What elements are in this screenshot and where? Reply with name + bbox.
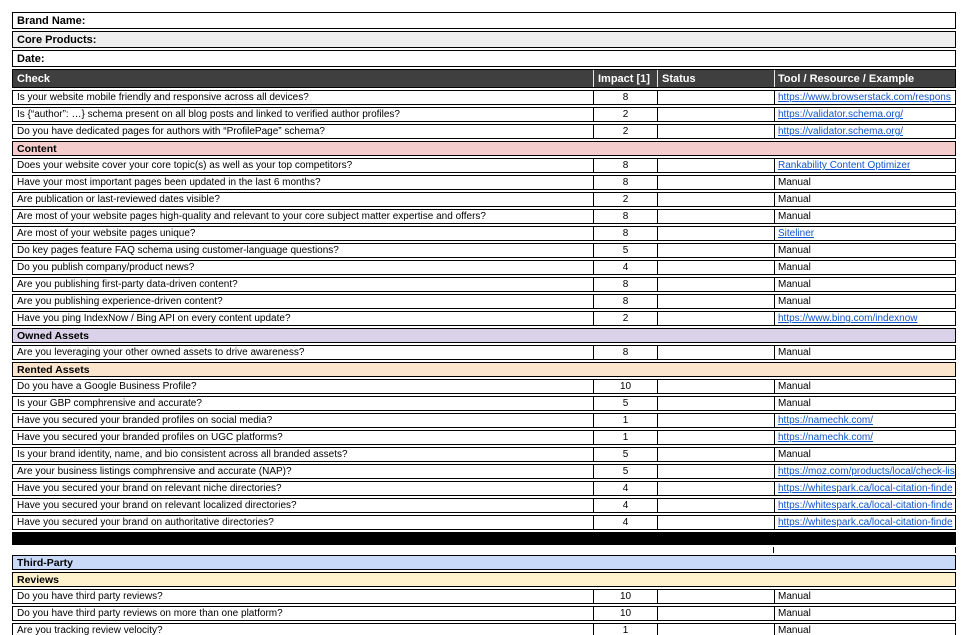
tool-text: Manual (778, 347, 811, 358)
section-header-label: Third-Party (17, 556, 74, 569)
check-column-header: Check (17, 72, 51, 85)
status-cell (657, 159, 774, 172)
check-item-row (12, 396, 956, 411)
tool-text: Manual (778, 381, 811, 392)
tool-cell (774, 607, 955, 620)
status-cell (657, 244, 774, 257)
tool-column-header: Tool / Resource / Example (774, 70, 955, 87)
tool-cell (774, 590, 955, 603)
check-question-cell: Do you publish company/product news? (17, 262, 195, 273)
status-cell (657, 431, 774, 444)
tool-cell (774, 346, 955, 359)
core-products-row (12, 31, 956, 48)
tool-link[interactable]: https://namechk.com/ (778, 415, 874, 426)
check-item-row (12, 345, 956, 360)
check-item-row (12, 606, 956, 621)
tool-text: Manual (778, 194, 811, 205)
check-item-row (12, 90, 956, 105)
tool-cell (774, 624, 955, 635)
check-question-cell: Are you leveraging your other owned assets to drive awareness? (17, 347, 305, 358)
impact-score-cell: 8 (593, 295, 657, 308)
check-question-cell: Does your website cover your core topic(s) as well as your top competitors? (17, 160, 353, 171)
status-cell (657, 346, 774, 359)
tool-link[interactable]: https://validator.schema.org/ (778, 126, 904, 137)
tool-text: Manual (778, 296, 811, 307)
status-cell (657, 516, 774, 529)
check-item-row (12, 430, 956, 445)
status-cell (657, 176, 774, 189)
check-item-row (12, 294, 956, 309)
status-cell (657, 465, 774, 478)
check-question-cell: Are publication or last-reviewed dates visible? (17, 194, 220, 205)
impact-score-cell: 8 (593, 278, 657, 291)
tool-link[interactable]: https://www.browserstack.com/respons (778, 92, 951, 103)
check-item-row (12, 175, 956, 190)
check-item-row (12, 413, 956, 428)
tool-text: Manual (778, 625, 811, 635)
tool-cell (774, 414, 955, 427)
section-header-row (12, 362, 956, 377)
status-cell (657, 295, 774, 308)
check-item-row (12, 158, 956, 173)
impact-score-cell: 8 (593, 159, 657, 172)
tool-link[interactable]: https://whitespark.ca/local-citation-finde (778, 483, 953, 494)
tool-link[interactable]: Siteliner (778, 228, 815, 239)
tool-cell (774, 210, 955, 223)
impact-score-cell: 1 (593, 431, 657, 444)
tool-cell (774, 108, 955, 121)
impact-score-cell: 8 (593, 91, 657, 104)
check-question-cell: Have you ping IndexNow / Bing API on every content update? (17, 313, 291, 324)
tool-cell (774, 278, 955, 291)
impact-score-cell: 4 (593, 482, 657, 495)
check-item-row (12, 277, 956, 292)
status-cell (657, 448, 774, 461)
check-item-row (12, 260, 956, 275)
tool-cell (774, 261, 955, 274)
impact-score-cell: 8 (593, 346, 657, 359)
impact-score-cell: 8 (593, 210, 657, 223)
tool-cell (774, 465, 955, 478)
impact-score-cell: 4 (593, 499, 657, 512)
impact-score-cell: 5 (593, 244, 657, 257)
tool-link[interactable]: https://www.bing.com/indexnow (778, 313, 918, 324)
check-question-cell: Is your website mobile friendly and responsive across all devices? (17, 92, 309, 103)
status-cell (657, 414, 774, 427)
tool-text: Manual (778, 262, 811, 273)
check-item-row (12, 379, 956, 394)
tool-cell (774, 516, 955, 529)
impact-score-cell: 5 (593, 397, 657, 410)
status-cell (657, 125, 774, 138)
spacer-tool-cell (773, 547, 955, 553)
check-question-cell: Have your most important pages been updated in the last 6 months? (17, 177, 321, 188)
column-header-row (12, 69, 956, 88)
date-row (12, 50, 956, 67)
status-cell (657, 312, 774, 325)
check-item-row (12, 589, 956, 604)
brand-name-label: Brand Name: (17, 14, 86, 27)
impact-score-cell: 2 (593, 193, 657, 206)
tool-cell (774, 91, 955, 104)
checklist-rows (12, 90, 956, 635)
check-question-cell: Are you tracking review velocity? (17, 625, 163, 635)
impact-score-cell: 10 (593, 380, 657, 393)
check-question-cell: Do key pages feature FAQ schema using customer-language questions? (17, 245, 339, 256)
check-item-row (12, 481, 956, 496)
status-cell (657, 278, 774, 291)
check-item-row (12, 464, 956, 479)
tool-text: Manual (778, 211, 811, 222)
check-item-row (12, 243, 956, 258)
black-divider-band (12, 532, 956, 545)
check-question-cell: Have you secured your branded profiles on social media? (17, 415, 273, 426)
tool-link[interactable]: https://namechk.com/ (778, 432, 874, 443)
check-item-row (12, 623, 956, 635)
impact-score-cell: 10 (593, 607, 657, 620)
status-cell (657, 227, 774, 240)
check-item-row (12, 209, 956, 224)
status-cell (657, 91, 774, 104)
check-question-cell: Are you publishing experience-driven content? (17, 296, 223, 307)
impact-score-cell: 4 (593, 516, 657, 529)
tool-text: Manual (778, 608, 811, 619)
section-header-row (12, 141, 956, 156)
check-item-row (12, 124, 956, 139)
check-question-cell: Are most of your website pages unique? (17, 228, 196, 239)
impact-score-cell: 4 (593, 261, 657, 274)
section-header-label: Owned Assets (17, 329, 89, 342)
impact-score-cell: 1 (593, 414, 657, 427)
status-cell (657, 108, 774, 121)
tool-link[interactable]: https://moz.com/products/local/check-lis (778, 466, 955, 477)
check-item-row (12, 447, 956, 462)
check-question-cell: Have you secured your brand on relevant niche directories? (17, 483, 282, 494)
tool-cell (774, 227, 955, 240)
check-item-row (12, 498, 956, 513)
impact-score-cell: 5 (593, 448, 657, 461)
status-cell (657, 261, 774, 274)
impact-score-cell: 5 (593, 465, 657, 478)
check-question-cell: Do you have dedicated pages for authors with “ProfilePage” schema? (17, 126, 325, 137)
date-label: Date: (17, 52, 45, 65)
status-cell (657, 380, 774, 393)
check-item-row (12, 226, 956, 241)
impact-score-cell: 2 (593, 125, 657, 138)
impact-score-cell: 2 (593, 312, 657, 325)
section-header-label: Reviews (17, 573, 60, 586)
check-question-cell: Is {“author”: …} schema present on all blog posts and linked to verified author profiles? (17, 109, 400, 120)
check-question-cell: Is your GBP comphrensive and accurate? (17, 398, 202, 409)
check-question-cell: Have you secured your branded profiles on UGC platforms? (17, 432, 283, 443)
section-header-label: Content (17, 142, 57, 155)
section-header-row (12, 572, 956, 587)
status-cell (657, 210, 774, 223)
tool-link[interactable]: https://whitespark.ca/local-citation-finde (778, 500, 953, 511)
check-question-cell: Do you have third party reviews on more than one platform? (17, 608, 283, 619)
check-question-cell: Are you publishing first-party data-driven content? (17, 279, 238, 290)
tool-cell (774, 397, 955, 410)
tool-text: Manual (778, 449, 811, 460)
tool-text: Manual (778, 245, 811, 256)
spacer-row (12, 547, 956, 553)
check-question-cell: Do you have a Google Business Profile? (17, 381, 197, 392)
status-cell (657, 193, 774, 206)
check-item-row (12, 192, 956, 207)
spacer-left-cell (12, 547, 773, 553)
check-question-cell: Have you secured your brand on relevant localized directories? (17, 500, 297, 511)
tool-text: Manual (778, 591, 811, 602)
impact-score-cell: 8 (593, 176, 657, 189)
tool-cell (774, 431, 955, 444)
tool-cell (774, 193, 955, 206)
tool-link[interactable]: https://validator.schema.org/ (778, 109, 904, 120)
status-cell (657, 607, 774, 620)
tool-cell (774, 499, 955, 512)
impact-column-header: Impact [1] (593, 70, 657, 87)
tool-cell (774, 176, 955, 189)
tool-text: Manual (778, 177, 811, 188)
check-item-row (12, 515, 956, 530)
tool-cell (774, 125, 955, 138)
status-cell (657, 499, 774, 512)
impact-score-cell: 8 (593, 227, 657, 240)
check-question-cell: Is your brand identity, name, and bio consistent across all branded assets? (17, 449, 348, 460)
impact-score-cell: 1 (593, 624, 657, 635)
tool-cell (774, 380, 955, 393)
tool-text: Manual (778, 279, 811, 290)
check-question-cell: Are most of your website pages high-quality and relevant to your core subject matter expertise and offers? (17, 211, 486, 222)
core-products-label: Core Products: (17, 33, 97, 46)
tool-link[interactable]: Rankability Content Optimizer (778, 160, 911, 171)
impact-score-cell: 10 (593, 590, 657, 603)
status-cell (657, 482, 774, 495)
check-item-row (12, 311, 956, 326)
check-question-cell: Do you have third party reviews? (17, 591, 163, 602)
section-header-row (12, 555, 956, 570)
check-question-cell: Are your business listings comphrensive and accurate (NAP)? (17, 466, 292, 477)
tool-cell (774, 312, 955, 325)
section-header-row (12, 328, 956, 343)
tool-text: Manual (778, 398, 811, 409)
check-question-cell: Have you secured your brand on authoritative directories? (17, 517, 274, 528)
brand-name-row (12, 12, 956, 29)
section-header-label: Rented Assets (17, 363, 90, 376)
tool-cell (774, 159, 955, 172)
tool-link[interactable]: https://whitespark.ca/local-citation-finde (778, 517, 953, 528)
check-item-row (12, 107, 956, 122)
tool-cell (774, 482, 955, 495)
status-cell (657, 590, 774, 603)
status-cell (657, 397, 774, 410)
status-column-header: Status (657, 70, 774, 87)
tool-cell (774, 448, 955, 461)
tool-cell (774, 295, 955, 308)
tool-cell (774, 244, 955, 257)
status-cell (657, 624, 774, 635)
impact-score-cell: 2 (593, 108, 657, 121)
